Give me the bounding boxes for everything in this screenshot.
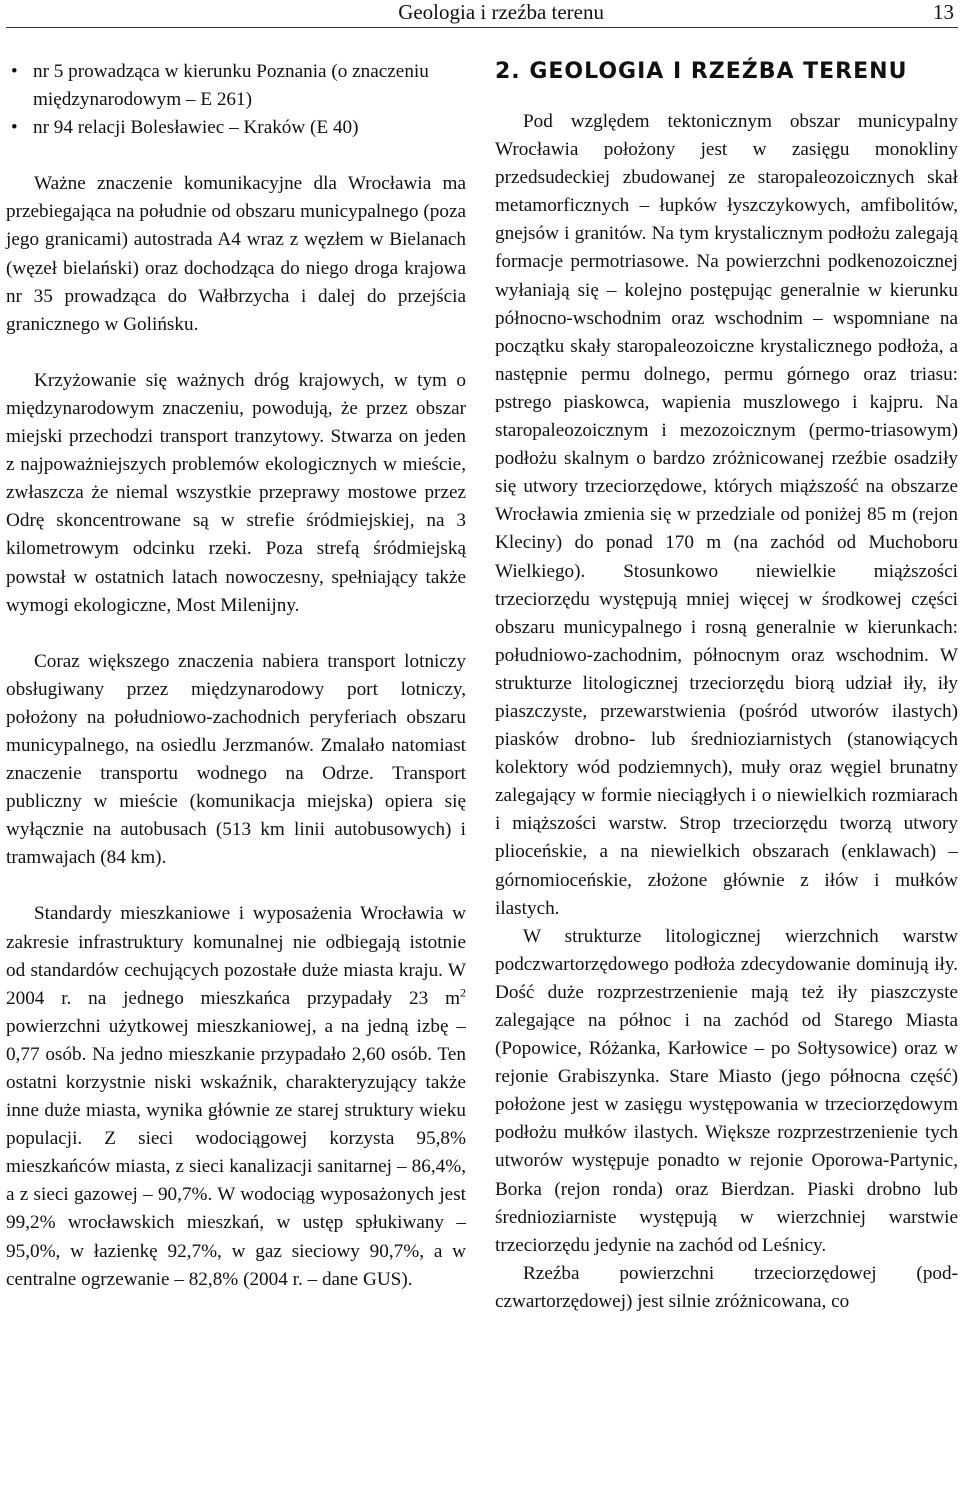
superscript-two: 2 — [460, 985, 466, 1000]
paragraph-motorway: Ważne znaczenie komunikacyjne dla Wrocławia ma przebiegająca na południe od obszaru municypalnego (poza jego granicami) autostrada A4 wraz z węzłem w Bielanach (węzeł bielański) oraz dochodząca do niego droga krajowa nr 35 prowadząca do Wałbrzycha i dalej do przejścia granicznego w Golińsku. — [6, 173, 466, 335]
page-number: 13 — [933, 0, 954, 24]
running-header-title: Geologia i rzeźba terenu — [398, 0, 604, 24]
paragraph-lithology: W strukturze litologicznej wierzchnich warstw podczwartorzędowego podłoża zdecydowanie dominują iły. Dość duże rozprzestrzenienie mają też iły piaszczyste zalegające na północ i na zachód od Starego Miasta (Popowice, Różanka, Karłowice – po Sołtysowice) oraz w rejonie Grabiszynka. Stare Miasto (jego północna część) położone jest w zasięgu występowania w trzeciorzędowym podłożu mułków ilastych. Większe rozprzestrzenienie tych utworów występuje ponadto w rejonie Oporowa-Partynic, Borka (rejon ronda) oraz Bierdzan. Piaski drobno lub średnioziarniste występują w wierzchniej warstwie trzeciorzędu jedynie na zachód od Leśnicy. — [495, 925, 958, 1256]
list-item — [6, 58, 466, 114]
header-rule — [6, 27, 958, 28]
bullet-icon: • — [11, 61, 18, 82]
paragraph-housing-part2: powierzchni użytkowej mieszkaniowej, a na jedną izbę – 0,77 osób. Na jedno mieszkanie przypadało 2,60 osób. Ten ostatni korzystnie niski wskaźnik, charakteryzujący także inne duże miasta, wynika głównie ze starej struktury wieku populacji. Z sieci wodociągowej korzysta 95,8% mieszkańców miasta, z sieci kanalizacji sanitarnej – 86,4%, a z sieci gazowej – 90,7%. W wodociąg wyposażonych jest 99,2% wrocławskich mieszkań, w ustęp spłukiwany – 95,0%, w łazienkę 92,7%, w gaz sieciowy 90,7%, a w centralne ogrzewanie – 82,8% (2004 r. – dane GUS). — [6, 1015, 466, 1290]
section-heading: 2. GEOLOGIA I RZEŹBA TERENU — [495, 59, 908, 84]
road-list — [6, 58, 466, 142]
paragraph-housing — [6, 900, 466, 1293]
right-column — [495, 58, 958, 1316]
running-header — [0, 0, 960, 32]
left-column — [6, 58, 466, 1294]
paragraph-housing-part1: Standardy mieszkaniowe i wyposażenia Wrocławia w zakresie infrastruktury komunalnej nie odbiegają istotnie od standardów cechujących pozostałe duże miasta kraju. W 2004 r. na jednego mieszkańca przypadały 23 m — [6, 903, 466, 1009]
list-item-text: nr 94 relacji Bolesławiec – Kraków (E 40) — [33, 117, 359, 139]
paragraph-tectonics: Pod względem tektonicznym obszar municypalny Wrocławia położony jest w zasięgu monokliny przedsudeckiej zbudowanej ze staropaleozoicznych skał metamorficznych – łupków łyszczykowych, amfibolitów, gnejsów i granitów. Na tym krystalicznym podłożu zalegają formacje permotriasowe. Na powierzchni podkenozoicznej wyłaniają się – kolejno postępując generalnie w kierunku północno-wschodnim oraz wschodnim – wspomniane na początku skały staropaleozoiczne krystalicznego podłoża, a następnie permu dolnego, permu górnego oraz triasu: pstrego piaskowca, wapienia muszlowego i kajpru. Na staropaleozoicznym i mezozoicznym (permo-triasowym) podłożu skalnym o bardzo zróżnicowanej rzeźbie osadziły się utwory trzeciorzędowe, których miąższość na obszarze Wrocławia zmienia się w przedziale od poniżej 85 m (rejon Kleciny) do ponad 170 m (na zachód od Muchoboru Wielkiego). Stosunkowo niewielkie miąższości trzeciorzędu występują mniej więcej w środkowej części obszaru municypalnego i rosną generalnie w kierunkach: południowo-zachodnim, północnym oraz wschodnim. W strukturze litologicznej trzeciorzędu biorą udział iły, iły piaszczyste, przewarstwienia (pośród utworów ilastych) piasków drobno- lub średnioziarnistych (stanowiących kolektory wód podziemnych), muły oraz węgiel brunatny zalegający w formie nieciągłych i o niewielkich rozmiarach i miąższości warstw. Strop trzeciorzędu tworzą utwory plioceńskie, a na niewielkich obszarach (enklawach) – górnomioceńskie, złożone głównie z iłów i mułków ilastych. — [495, 111, 958, 919]
list-item-text: nr 5 prowadząca w kierunku Poznania (o znaczeniu międzynarodowym – E 261) — [33, 61, 429, 111]
paragraph-transit: Krzyżowanie się ważnych dróg krajowych, w tym o międzynarodowym znaczeniu, powodują, że przez obszar miejski przechodzi transport tranzytowy. Stwarza on jeden z najpoważniejszych problemów ekologicznych w mieście, zwłaszcza że niemal wszystkie przeprawy mostowe przez Odrę skoncentrowane są w strefie śródmiejskiej, na 3 kilometrowym odcinku rzeki. Poza strefą śródmiejską powstał w ostatnich latach nowoczesny, spełniający także wymogi ekologiczne, Most Milenijny. — [6, 369, 466, 616]
list-item — [6, 114, 466, 142]
paragraph-relief: Rzeźba powierzchni trzeciorzędowej (podczwartorzędowej) jest silnie zróżnicowana, co — [495, 1262, 958, 1312]
bullet-icon: • — [11, 117, 18, 139]
paragraph-air-transport: Coraz większego znaczenia nabiera transport lotniczy obsługiwany przez międzynarodowy port lotniczy, położony na południowo-zachodnich peryferiach obszaru municypalnego, na osiedlu Jerzmanów. Zmalało natomiast znaczenie transportu wodnego na Odrze. Transport publiczny w mieście (komunikacja miejska) opiera się wyłącznie na autobusach (513 km linii autobusowych) i tramwajach (84 km). — [6, 650, 466, 869]
